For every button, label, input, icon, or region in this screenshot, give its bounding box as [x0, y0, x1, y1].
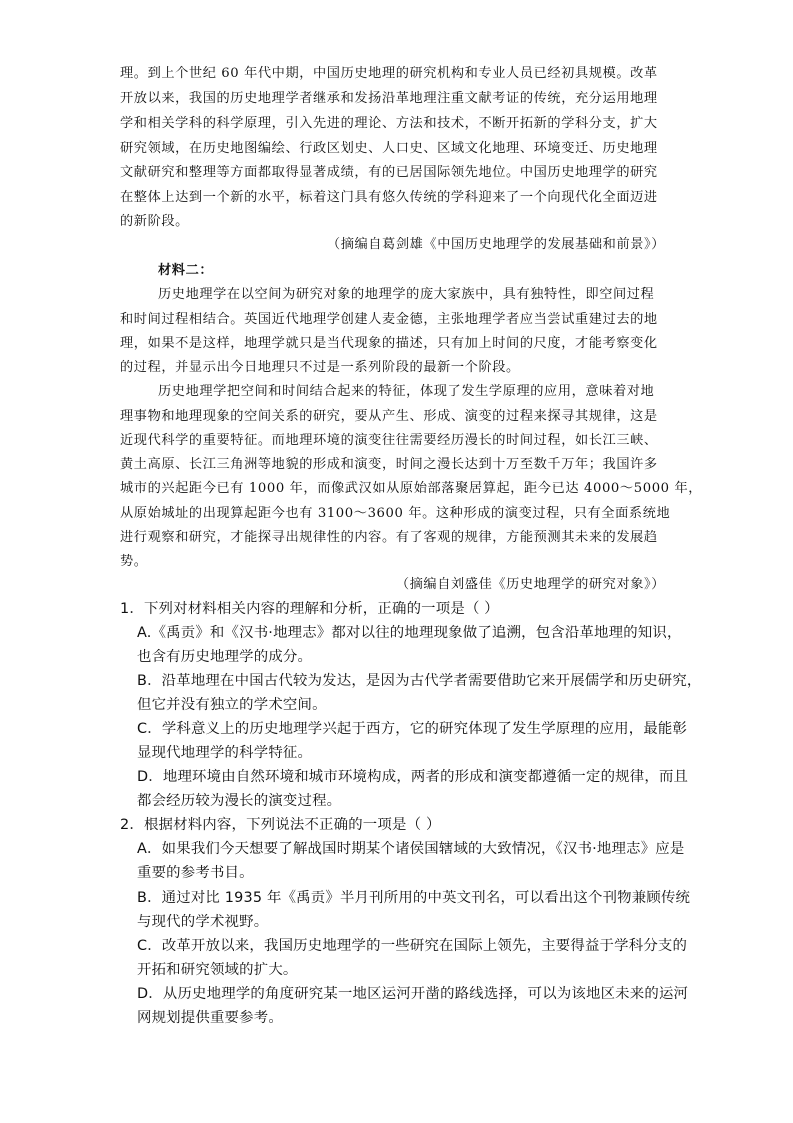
- question-1-stem: 1．下列对材料相关内容的理解和分析，正确的一项是（ ）: [120, 601, 499, 617]
- question-2-option-d: D．从历史地理学的角度研究某一地区运河开凿的路线选择，可以为该地区未来的运河: [137, 986, 689, 1002]
- passage1-line-2: 开放以来，我国的历史地理学者继承和发扬沿革地理注重文献考证的传统，充分运用地理: [120, 91, 658, 106]
- question-2-option-c: C．改革开放以来，我国历史地理学的一些研究在国际上领先，主要得益于学科分支的: [137, 938, 688, 954]
- passage1-source: （摘编自葛剑雄《中国历史地理学的发展基础和前景》）: [326, 237, 665, 252]
- passage1-line-5: 文献研究和整理等方面都取得显著成绩，有的已居国际领先地位。中国历史地理学的研究: [120, 165, 658, 180]
- material2-para1-line-1: 历史地理学在以空间为研究对象的地理学的庞大家族中，具有独特性，即空间过程: [158, 287, 655, 302]
- question-2-stem: 2．根据材料内容，下列说法不正确的一项是（ ）: [120, 817, 441, 833]
- material2-para1-line-4: 的过程，并显示出今日地理只不过是一系列阶段的最新一个阶段。: [120, 360, 520, 375]
- material2-para1-line-2: 和时间过程相结合。英国近代地理学创建人麦金德，主张地理学者应当尝试重建过去的地: [120, 312, 658, 327]
- passage1-line-4: 研究领域，在历史地图编绘、行政区划史、人口史、区域文化地理、环境变迁、历史地理: [120, 141, 658, 156]
- material2-para2-line-3: 近现代科学的重要特征。而地理环境的演变往往需要经历漫长的时间过程，如长江三峡、: [120, 433, 658, 448]
- material2-heading: 材料二：: [158, 263, 214, 278]
- material2-para2-line-6: 从原始城址的出现算起距今也有 3100～3600 年。这种形成的演变过程，只有全面系统地: [120, 506, 671, 521]
- material2-para1-line-3: 理，如果不是这样，地理学就只是当代现象的描述，只有加上时间的尺度，才能考察变化: [120, 336, 658, 351]
- passage1-line-1: 理。到上个世纪 60 年代中期，中国历史地理的研究机构和专业人员已经初具规模。改革: [120, 66, 658, 81]
- question-1-option-a-cont: 也含有历史地理学的成分。: [137, 649, 313, 665]
- material2-para2-line-8: 势。: [120, 554, 148, 569]
- material2-source: （摘编自刘盛佳《历史地理学的研究对象》）: [395, 577, 665, 592]
- question-2-option-c-cont: 开拓和研究领域的扩大。: [137, 962, 298, 978]
- material2-para2-line-2: 理事物和地理现象的空间关系的研究，要从产生、形成、演变的过程来探寻其规律，这是: [120, 409, 658, 424]
- question-1-option-d: D．地理环境由自然环境和城市环境构成，两者的形成和演变都遵循一定的规律，而且: [137, 769, 689, 785]
- question-1-option-a: A.《禹贡》和《汉书·地理志》都对以往的地理现象做了追溯，包含沿革地理的知识，: [137, 625, 682, 641]
- material2-para2-line-1: 历史地理学把空间和时间结合起来的特征，体现了发生学原理的应用，意味着对地: [158, 384, 655, 399]
- question-1-option-b: B．沿革地理在中国古代较为发达，是因为古代学者需要借助它来开展儒学和历史研究，: [137, 673, 702, 689]
- question-2-option-b: B．通过对比 1935 年《禹贡》半月刊所用的中英文刊名，可以看出这个刊物兼顾传统: [137, 890, 691, 906]
- question-2-option-d-cont: 网规划提供重要参考。: [137, 1010, 283, 1026]
- material2-para2-line-5: 城市的兴起距今已有 1000 年，而像武汉如从原始部落聚居算起，距今已达 4000～5000 年，: [120, 481, 703, 496]
- material2-para2-line-7: 进行观察和研究，才能探寻出规律性的内容。有了客观的规律，方能预测其未来的发展趋: [120, 530, 658, 545]
- passage1-line-3: 学和相关学科的科学原理，引入先进的理论、方法和技术，不断开拓新的学科分支，扩大: [120, 116, 658, 131]
- question-1-option-d-cont: 都会经历较为漫长的演变过程。: [137, 793, 342, 809]
- question-2-option-a-cont: 重要的参考书目。: [137, 865, 254, 881]
- passage1-line-6: 在整体上达到一个新的水平，标着这门具有悠久传统的学科迎来了一个向现代化全面迈进: [120, 190, 658, 205]
- passage1-line-7: 的新阶段。: [120, 214, 189, 229]
- question-2-option-b-cont: 与现代的学术视野。: [137, 914, 269, 930]
- question-2-option-a: A．如果我们今天想要了解战国时期某个诸侯国辖域的大致情况，《汉书·地理志》应是: [137, 841, 685, 857]
- question-1-option-b-cont: 但它并没有独立的学术空间。: [137, 697, 327, 713]
- material2-para2-line-4: 黄土高原、长江三角洲等地貌的形成和演变，时间之漫长达到十万至数千万年；我国许多: [120, 457, 658, 472]
- question-1-option-c-cont: 显现代地理学的科学特征。: [137, 745, 313, 761]
- question-1-option-c: C．学科意义上的历史地理学兴起于西方，它的研究体现了发生学原理的应用，最能彰: [137, 721, 688, 737]
